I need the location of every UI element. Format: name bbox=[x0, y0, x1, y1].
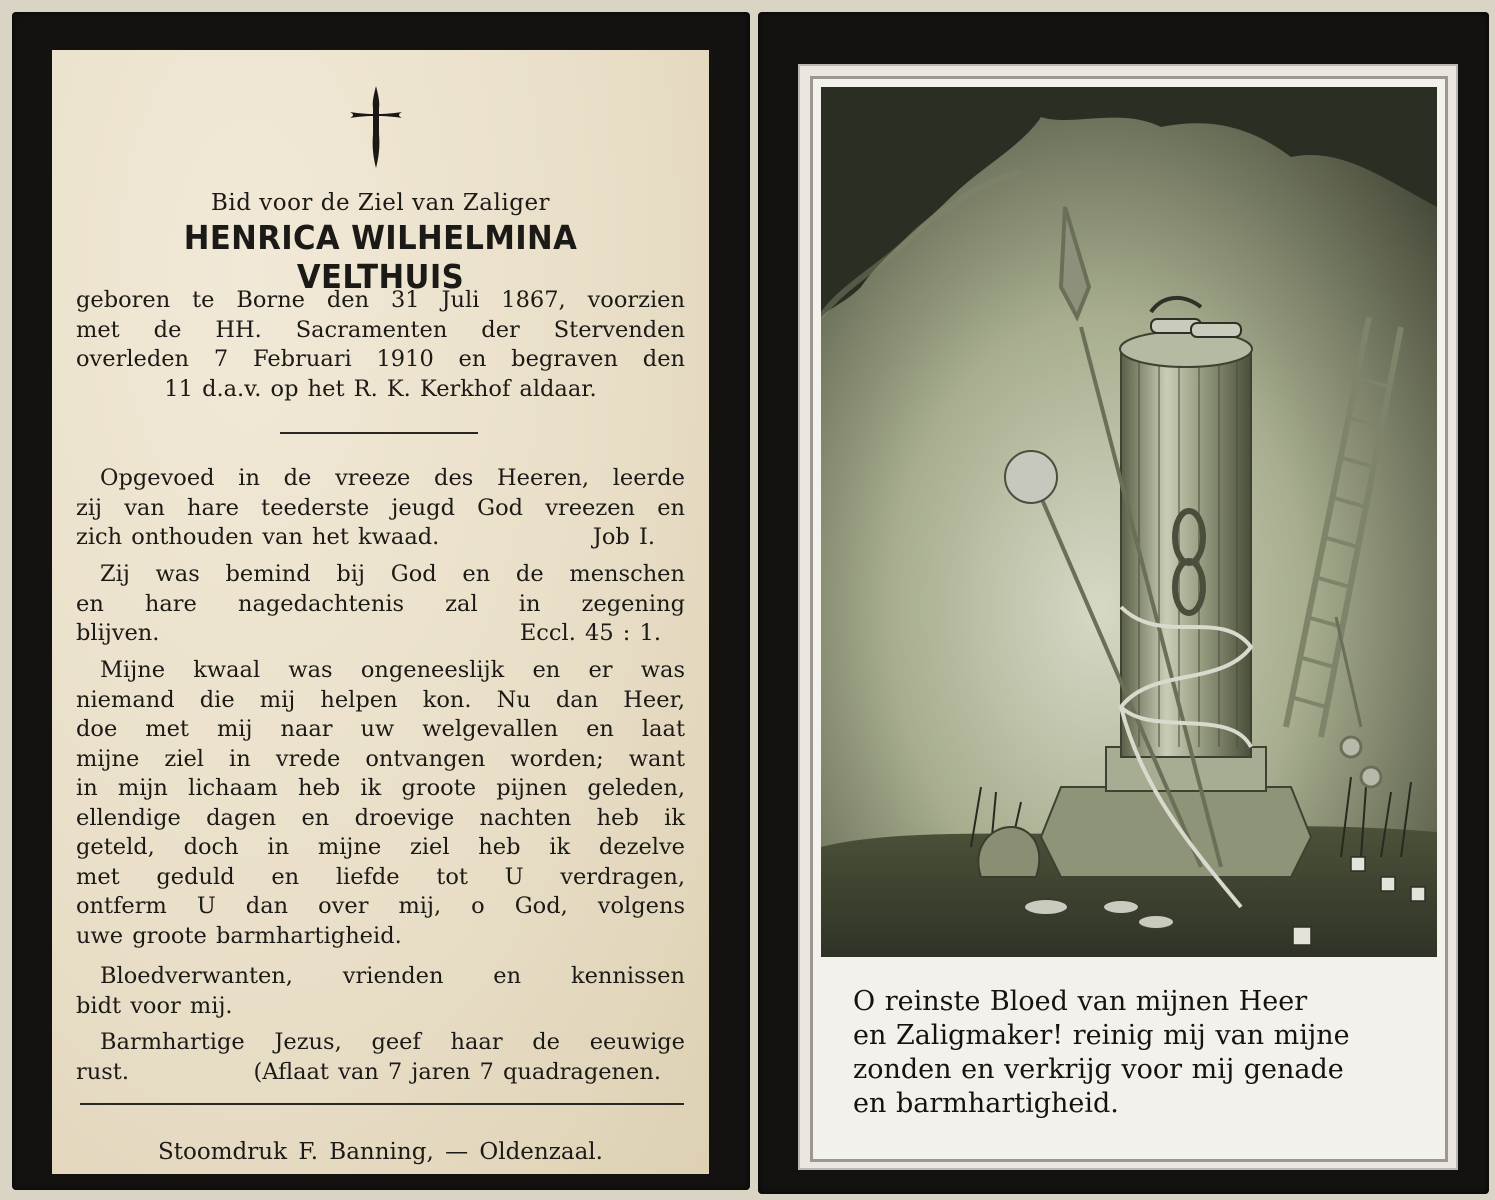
text-line: blijven. bbox=[76, 620, 160, 646]
text-line: zij van hare teederste jeugd God vreezen en bbox=[76, 494, 685, 521]
paragraph-1 bbox=[76, 464, 685, 553]
column-base bbox=[1041, 787, 1311, 877]
footer-divider bbox=[80, 1103, 684, 1105]
text-line: bidt voor mij. bbox=[76, 992, 233, 1019]
biography-line: met de HH. Sacramenten der Stervenden bbox=[76, 316, 685, 343]
indulgence-note: (Aflaat van 7 jaren 7 quadragenen. bbox=[253, 1058, 661, 1085]
text-line: en hare nagedachtenis zal in zegening bbox=[76, 590, 685, 617]
text-line: mijne ziel in vrede ontvangen worden; want bbox=[76, 745, 685, 772]
prayer-line: O reinste Bloed van mijnen Heer bbox=[853, 986, 1308, 1017]
card-paper bbox=[52, 50, 709, 1174]
paragraph-4 bbox=[76, 962, 685, 1021]
text-line: Zij was bemind bij God en de menschen bbox=[100, 561, 685, 587]
text-line: rust. bbox=[76, 1058, 129, 1085]
biography-line: overleden 7 Februari 1910 en begraven den bbox=[76, 346, 685, 372]
paragraph-5 bbox=[76, 1028, 685, 1087]
text-line: niemand die mij helpen kon. Nu dan Heer, bbox=[76, 686, 685, 713]
text-line: ontferm U dan over mij, o God, volgens bbox=[76, 893, 685, 919]
biography-line: 11 d.a.v. op het R. K. Kerkhof aldaar. bbox=[164, 375, 597, 402]
paragraph-2 bbox=[76, 560, 685, 649]
paragraph-3 bbox=[76, 656, 685, 951]
biography-line: geboren te Borne den 31 Juli 1867, voorzien bbox=[76, 287, 685, 313]
text-line: Barmhartige Jezus, geef haar de eeuwige bbox=[100, 1029, 685, 1055]
text-line: geteld, doch in mijne ziel heb ik dezelve bbox=[76, 834, 685, 860]
image-inner-frame bbox=[810, 76, 1448, 1162]
text-line: met geduld en liefde tot U verdragen, bbox=[76, 863, 685, 890]
prayer-line: zonden en verkrijg voor mij genade bbox=[853, 1054, 1344, 1085]
prayer-line: en Zaligmaker! reinig mij van mijne bbox=[853, 1020, 1350, 1051]
heading: Bid voor de Ziel van Zaliger bbox=[210, 190, 551, 216]
text-line: zich onthouden van het kwaad. bbox=[76, 524, 440, 550]
cross-icon bbox=[346, 84, 406, 170]
text-line: in mijn lichaam heb ik groote pijnen geleden, bbox=[76, 775, 685, 801]
divider bbox=[280, 432, 478, 434]
text-line: Bloedverwanten, vrienden en kennissen bbox=[100, 963, 685, 989]
text-line: Opgevoed in de vreeze des Heeren, leerde bbox=[100, 465, 685, 491]
passion-symbols-illustration bbox=[821, 87, 1437, 957]
prayer-line: en barmhartigheid. bbox=[853, 1088, 1119, 1119]
scripture-ref: Eccl. 45 : 1. bbox=[519, 620, 661, 646]
text-line: doe met mij naar uw welgevallen en laat bbox=[76, 716, 685, 742]
text-line: Mijne kwaal was ongeneeslijk en er was bbox=[100, 657, 685, 683]
text-line: uwe groote barmhartigheid. bbox=[76, 922, 402, 949]
text-line: ellendige dagen en droevige nachten heb ik bbox=[76, 804, 685, 831]
printer-credit: Stoomdruk F. Banning, — Oldenzaal. bbox=[158, 1139, 603, 1165]
deceased-name: HENRICA WILHELMINA VELTHUIS bbox=[183, 218, 578, 296]
memorial-card-text-side bbox=[12, 12, 750, 1190]
biography bbox=[76, 286, 685, 404]
scripture-ref: Job I. bbox=[592, 524, 655, 550]
prayer-text bbox=[853, 985, 1405, 1121]
image-frame bbox=[798, 64, 1458, 1170]
memorial-card-image-side bbox=[758, 12, 1489, 1194]
